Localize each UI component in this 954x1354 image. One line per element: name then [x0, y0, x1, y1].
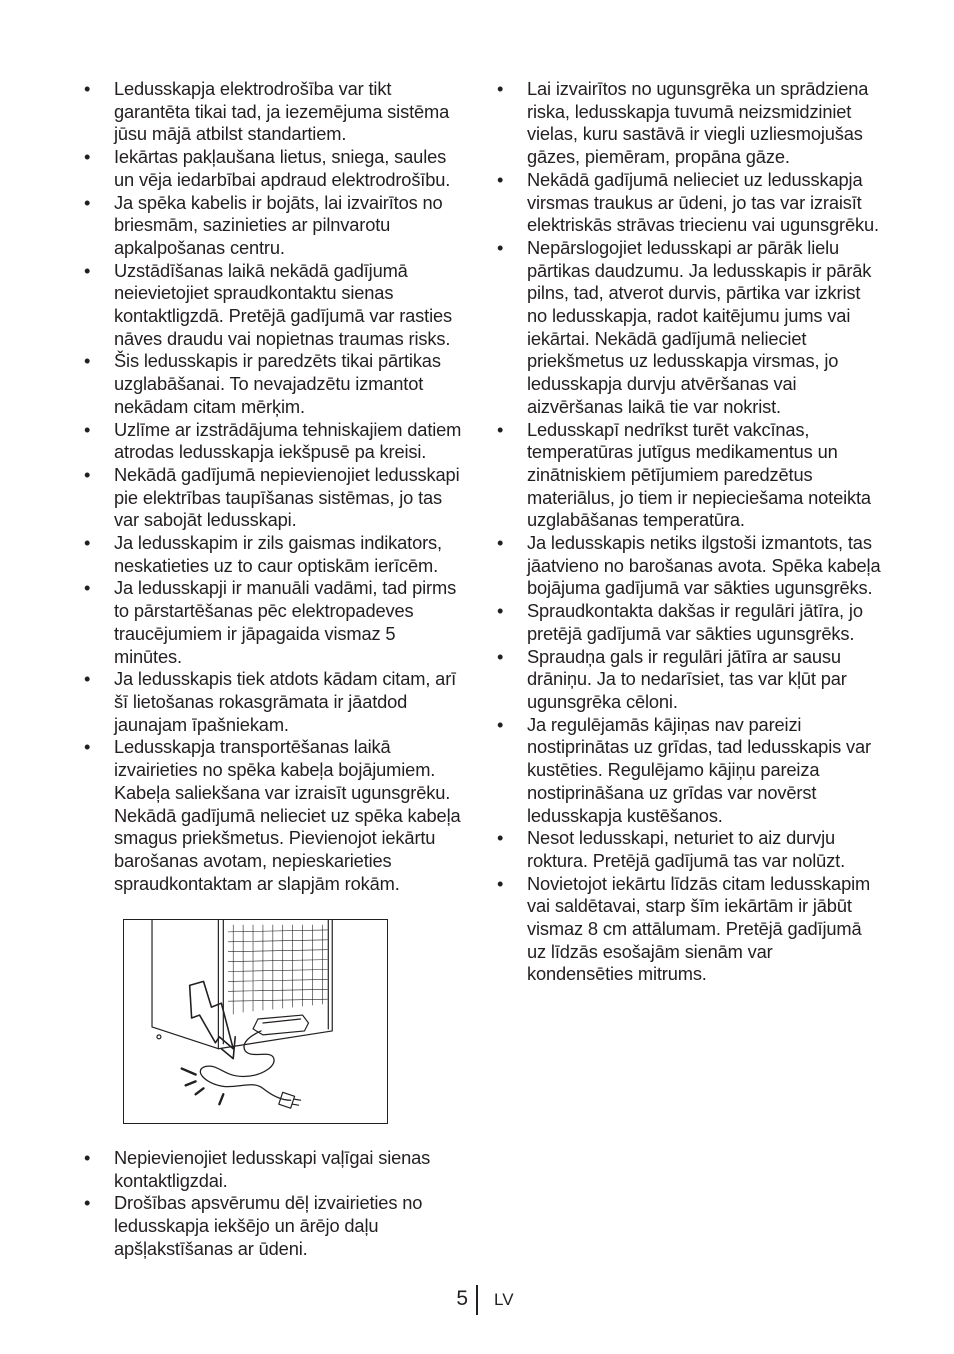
left-bullet-list	[84, 78, 468, 895]
list-item	[84, 350, 468, 418]
list-item	[497, 827, 881, 872]
left-column-continued	[84, 1147, 468, 1261]
list-item-text: Iekārtas pakļaušana lietus, sniega, saules un vēja iedarbībai apdraud elektrodrošību.	[114, 146, 451, 190]
list-item	[84, 532, 468, 577]
right-column	[497, 78, 881, 986]
list-item-text: Ja regulējamās kājiņas nav pareizi nostiprinātas uz grīdas, tad ledusskapis var kustēties. Regulējamo kājiņu pareiza nostiprināšana uz grīdas var novērst ledusskapja kustēšanos.	[527, 713, 871, 826]
list-item-text: Drošības apsvērumu dēļ izvairieties no ledusskapja iekšējo un ārējo daļu apšļakstīšanas ar ūdeni.	[114, 1192, 423, 1259]
bullet: •	[84, 146, 91, 168]
list-item	[497, 873, 881, 987]
list-item-text: Ja ledusskapim ir zils gaismas indikators, neskatieties uz to caur optiskām ierīcēm.	[114, 532, 442, 576]
list-item	[84, 419, 468, 464]
bullet: •	[497, 713, 504, 735]
bullet: •	[84, 577, 91, 599]
list-item-text: Lai izvairītos no ugunsgrēka un sprādziena riska, ledusskapja tuvumā neizsmidziniet vielas, kuru sastāvā ir viegli uzliesmojušas gāzes, piemēram, propāna gāze.	[527, 78, 869, 168]
left-bullet-list-continued	[84, 1147, 468, 1261]
bullet: •	[84, 668, 91, 690]
list-item-text: Ja ledusskapis tiek atdots kādam citam, arī šī lietošanas rokasgrāmata ir jāatdod jaunajam īpašniekam.	[114, 668, 457, 735]
list-item-text: Spraudņa gals ir regulāri jātīra ar sausu drāniņu. Ja to nedarīsiet, tas var kļūt par ugunsgrēka cēloni.	[527, 645, 847, 712]
list-item	[497, 646, 881, 714]
list-item-text: Spraudkontakta dakšas ir regulāri jātīra, jo pretējā gadījumā var sākties ugunsgrēks.	[527, 600, 863, 644]
list-item-text: Ja ledusskapji ir manuāli vadāmi, tad pirms to pārstartēšanas pēc elektropadeves traucējumiem ir jāpagaida vismaz 5 minūtes.	[114, 577, 457, 667]
list-item-text: Nepārslogojiet ledusskapi ar pārāk lielu pārtikas daudzumu. Ja ledusskapis ir pārāk pilns, tad, atverot durvis, pārtika var izkrist no ledusskapja, radot kaitējumu jums vai iekārtai. Nekādā gadījumā nelieciet priekšmetus uz ledusskapja virsmas, jo ledusskapja durvju atvēršanas vai aizvēršanas laikā tie var nokrist.	[527, 236, 872, 417]
bullet: •	[497, 872, 504, 894]
list-item-text: Uzstādīšanas laikā nekādā gadījumā neievietojiet spraudkontaktu sienas kontaktligzdā. Pretējā gadījumā var rasties nāves draudu vai nopietnas traumas risks.	[114, 259, 453, 349]
bullet: •	[497, 600, 504, 622]
list-item	[84, 668, 468, 736]
bullet: •	[497, 532, 504, 554]
list-item	[84, 192, 468, 260]
bullet: •	[84, 1147, 91, 1168]
bullet: •	[497, 418, 504, 440]
bullet: •	[497, 78, 504, 99]
bullet: •	[84, 259, 91, 281]
list-item-text: Uzlīme ar izstrādājuma tehniskajiem datiem atrodas ledusskapja iekšpusē pa kreisi.	[114, 418, 462, 463]
page-number: 5	[456, 1287, 468, 1310]
bullet: •	[497, 236, 504, 258]
bullet: •	[497, 168, 504, 190]
refrigerator-cable-drawing	[124, 920, 387, 1123]
list-item	[84, 78, 468, 146]
bullet: •	[84, 736, 91, 758]
list-item	[84, 736, 468, 895]
list-item-text: Ledusskapja transportēšanas laikā izvairieties no spēka kabeļa bojājumiem. Kabeļa saliekšana var izraisīt ugunsgrēku. Nekādā gadījumā nelieciet uz spēka kabeļa smagus priekšmetus. Pievienojot iekārtu barošanas avotam, nepieskarieties spraudkontaktam ar slapjām rokām.	[114, 736, 461, 894]
bullet: •	[497, 827, 504, 849]
language-code: LV	[494, 1290, 514, 1309]
list-item-text: Nekādā gadījumā nepievienojiet ledusskapi pie elektrības taupīšanas sistēmas, jo tas var sabojāt ledusskapi.	[114, 463, 460, 531]
list-item-text: Nesot ledusskapi, neturiet to aiz durvju roktura. Pretējā gadījumā tas var nolūzt.	[527, 827, 845, 871]
list-item-text: Ledusskapī nedrīkst turēt vakcīnas, temperatūras jutīgus medikamentus un zinātniskiem pētījumiem paredzētus materiālus, jo tiem ir nepieciešama noteikta uzglabāšanas temperatūra.	[527, 418, 871, 531]
right-bullet-list	[497, 78, 881, 986]
list-item	[497, 169, 881, 237]
bullet: •	[84, 532, 91, 554]
bullet: •	[84, 1192, 91, 1214]
list-item-text: Šis ledusskapis ir paredzēts tikai pārtikas uzglabāšanai. To nevajadzētu izmantot nekādam citam mērķim.	[114, 350, 441, 417]
list-item	[84, 1192, 468, 1260]
list-item	[497, 714, 881, 828]
list-item	[84, 577, 468, 668]
page-footer	[0, 1285, 954, 1315]
list-item-text: Nepievienojiet ledusskapi vaļīgai sienas kontaktligzdai.	[114, 1147, 431, 1191]
list-item-text: Novietojot iekārtu līdzās citam ledusskapim vai saldētavai, starp šīm iekārtām ir jābūt vismaz 8 cm attālumam. Pretējā gadījumā uz līdzās esošajām sienām var kondensēties mitrums.	[527, 872, 871, 985]
list-item-text: Ledusskapja elektrodrošība var tikt garantēta tikai tad, ja iezemējuma sistēma jūsu mājā atbilst standartiem.	[114, 78, 450, 145]
list-item-text: Ja ledusskapis netiks ilgstoši izmantots, tas jāatvieno no barošanas avota. Spēka kabeļa bojājuma gadījumā var sākties ugunsgrēks.	[527, 532, 881, 599]
bullet: •	[84, 463, 91, 485]
footer-divider	[476, 1285, 478, 1315]
list-item-text: Ja spēka kabelis ir bojāts, lai izvairītos no briesmām, sazinieties ar pilnvarotu apkalpošanas centru.	[114, 191, 443, 258]
list-item	[84, 1147, 468, 1192]
list-item	[497, 78, 881, 169]
bullet: •	[84, 191, 91, 213]
bullet: •	[84, 350, 91, 372]
list-item	[84, 146, 468, 191]
left-column	[84, 78, 468, 895]
list-item	[84, 260, 468, 351]
bullet: •	[84, 78, 91, 99]
list-item	[84, 464, 468, 532]
list-item	[497, 600, 881, 645]
list-item-text: Nekādā gadījumā nelieciet uz ledusskapja virsmas traukus ar ūdeni, jo tas var izraisīt elektriskās strāvas triecienu vai ugunsgrēku.	[527, 168, 879, 236]
bullet: •	[84, 418, 91, 440]
bullet: •	[497, 645, 504, 667]
list-item	[497, 419, 881, 533]
list-item	[497, 532, 881, 600]
cable-warning-illustration	[123, 919, 388, 1124]
list-item	[497, 237, 881, 419]
